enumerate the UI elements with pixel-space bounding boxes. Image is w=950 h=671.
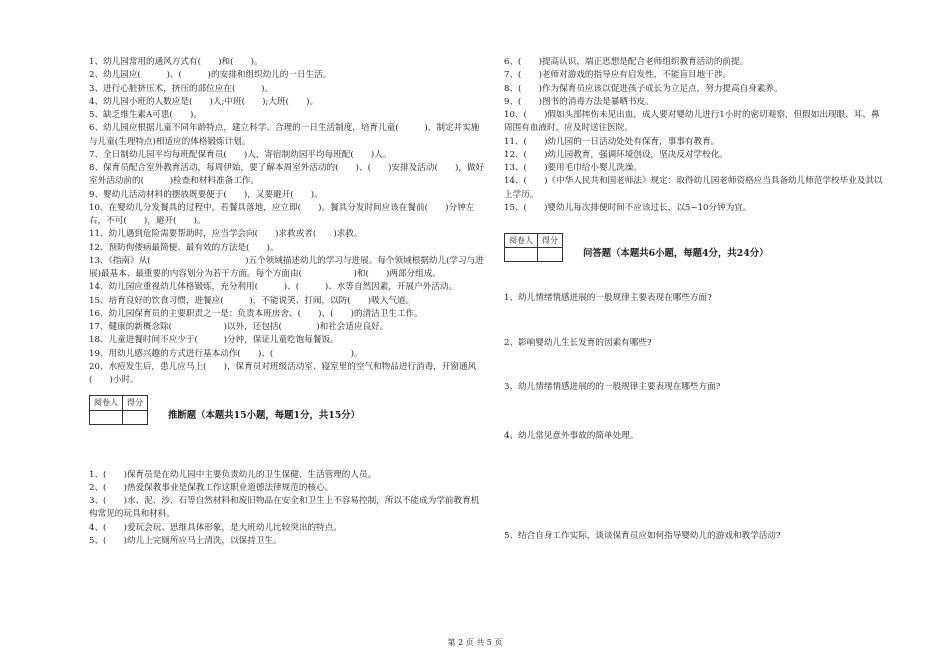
score-box-grader-label: 阅卷人 (90, 396, 123, 410)
fill-item-7: 7、全日制幼儿园平均每班配保育员( )人，寄宿制幼园平均每班配( )人。 (89, 149, 392, 160)
fill-item-11: 11、幼儿遇到危险需要帮助时，应当学会向( )求救或者( )求救。 (89, 229, 363, 240)
judge-item-13: 13、( )要用毛巾给小婴儿洗澡。 (504, 163, 642, 173)
judge-item-4: 4、( )爱玩会玩、思维具体形象，是大班幼儿比较突出的特点。 (89, 522, 342, 533)
judge-item-7: 7、( )老师对游戏的指导应有启发性，不能盲目地干涉。 (504, 70, 732, 81)
judge-item-8: 8、( )作为保育员应该以促进孩子成长为立足点，努力提高自身素养。 (504, 83, 783, 94)
judge-item-2: 2、( )热爱保教事业是保教工作这职业道德法律规范的核心。 (89, 482, 334, 493)
fill-item-12: 12、预防佝偻病最简便、最有效的方法是( )。 (89, 242, 279, 253)
fill-item-16: 16、幼儿园保育员的主要职责之一是：负责本班房舍、( )、( )的清洁卫生工作。 (89, 308, 423, 319)
score-box-grader-label: 阅卷人 (505, 234, 538, 248)
judge-section-header (89, 395, 485, 424)
fill-item-4: 4、幼儿园小班的人数应是( )人;中班( );大班( )。 (89, 96, 319, 107)
judge-list-right (504, 56, 884, 215)
essay-question-4: 4、幼儿常见意外事故的简单处理。 (504, 431, 639, 442)
fill-item-1: 1、幼儿园常用的通风方式有( )和( )。 (89, 57, 263, 67)
grader-cell (90, 410, 123, 424)
fill-item-3: 3、进行心脏挤压术，挤压的部位应在( )。 (89, 83, 274, 94)
fill-item-2: 2、幼儿园应( )、( )的安排和组织幼儿的一日生活。 (89, 70, 332, 81)
fill-blank-list (89, 56, 485, 387)
essay-question-2: 2、影响婴幼儿生长发育的因素有哪些? (504, 338, 652, 349)
grader-cell (505, 248, 538, 262)
essay-question-5: 5、结合自身工作实际，谈谈保育员应如何指导婴幼儿的游戏和教学活动? (504, 531, 781, 542)
judge-item-5: 5、( )幼儿上完厕所应马上清洗，以保持卫生。 (89, 535, 282, 546)
fill-item-10: 10、在婴幼儿分发餐具的过程中，若餐具落地，应立即( )。餐具分发时间应该在餐前( )分钟左右，不可( )，避开( )。 (89, 202, 475, 226)
score-cell (538, 248, 563, 262)
essay-question-1: 1、幼儿情绪情感进展的一般规律主要表现在哪些方面? (504, 293, 712, 304)
right-column (504, 56, 884, 544)
fill-item-13: 13、《指南》从( )五个领域描述幼儿的学习与进展。每个领域根据幼儿(学习与进展)最基本、最重要的内容划分为若干方面。每个方面由( )和( )两部分组成。 (89, 255, 484, 279)
judge-item-3: 3、( )水、泥、沙、石等自然材料和废旧物品在安全和卫生上不容易控制，所以不能成为学前教育机构常见的玩具和材料。 (89, 496, 480, 520)
spacer (89, 425, 485, 469)
fill-item-5: 5、缺乏维生素A可患( )。 (89, 110, 202, 120)
score-box (89, 395, 148, 424)
fill-item-17: 17、健康的新概念除( )以外，还包括( )和社会适应良好。 (89, 322, 389, 332)
essay-section-title: 问答题（本题共6小题，每题4分，共24分） (583, 248, 769, 259)
fill-item-6: 6、幼儿园应根据儿童不同年龄特点，建立科学、合理的一日生活制度，培育儿童( )，制定并实施与儿童(生理特点)相适应的体格锻炼计划。 (89, 123, 480, 147)
judge-item-6: 6、( )提高认识，端正思想是配合老师组织教育活动的前提。 (504, 57, 749, 67)
page-number: 第 2 页 共 5 页 (447, 638, 503, 647)
judge-item-11: 11、( )幼儿园的一日活动处处有保育，事事有教育。 (504, 136, 720, 147)
fill-item-20: 20、水痘发生后，患儿应马上( )，保育员对班级活动室、寝室里的空气和物品进行消毒，开窗通风( )小时。 (89, 361, 477, 385)
judge-section-title: 推断题（本题共15小题，每题1分，共15分） (168, 410, 360, 422)
judge-item-1: 1、( )保育员是在幼儿园中主要负责幼儿的卫生保健、生活管理的人员。 (89, 469, 377, 480)
judge-item-15: 15、( )婴幼儿每次排便时间不应该过长，以5~10分钟为宜。 (504, 202, 752, 213)
score-cell (123, 410, 148, 424)
score-box-score-label: 得分 (123, 396, 148, 410)
fill-item-18: 18、儿童进餐时间不应少于( )分钟，保证儿童吃饱每餐饭。 (89, 335, 339, 346)
judge-item-9: 9、( )图书的消毒方法是暴晒书皮。 (504, 96, 654, 107)
score-box-score-label: 得分 (538, 234, 563, 248)
judge-item-10: 10、( )假如头部摔伤未见出血，成人要对婴幼儿进行1小时的密切观察，但假如出现眼、耳、鼻周围有血液时，应及时送往医院。 (504, 110, 880, 134)
fill-item-9: 9、婴幼儿活动材料的摆放既要便于( )，又要避开( )。 (89, 189, 323, 200)
spacer (504, 262, 884, 292)
fill-item-8: 8、保育员配合室外教育活动，每周伊始，要了解本周室外活动的( )、( )安排及活动( )，做好室外活动前的( )检查和材料准备工作。 (89, 163, 485, 187)
fill-item-15: 15、培育良好的饮食习惯，进餐应( )，不能说笑、打闹，以防( )吸入气道。 (89, 295, 415, 306)
judge-item-14: 14、( )《中华人民共和国老师法》规定：取得幼儿园老师资格应当具备幼儿师范学校毕业及其以上学历。 (504, 176, 883, 200)
fill-item-19: 19、用幼儿感兴趣的方式进行基本动作( )、( )。 (89, 348, 363, 359)
score-box (504, 233, 563, 262)
fill-item-14: 14、幼儿园应重视幼儿体格锻炼，充分利用( )、( )、水等自然因素，开展户外活动。 (89, 282, 458, 293)
judge-item-12: 12、( )幼儿园教育，强调环境创设，坚决反对学校化。 (504, 149, 728, 160)
left-column (89, 56, 485, 548)
essay-question-3: 3、幼儿情绪情感进展的的一般规律主要表现在哪些方面? (504, 382, 721, 393)
judge-list-left (89, 469, 485, 549)
essay-section-header (504, 233, 884, 262)
